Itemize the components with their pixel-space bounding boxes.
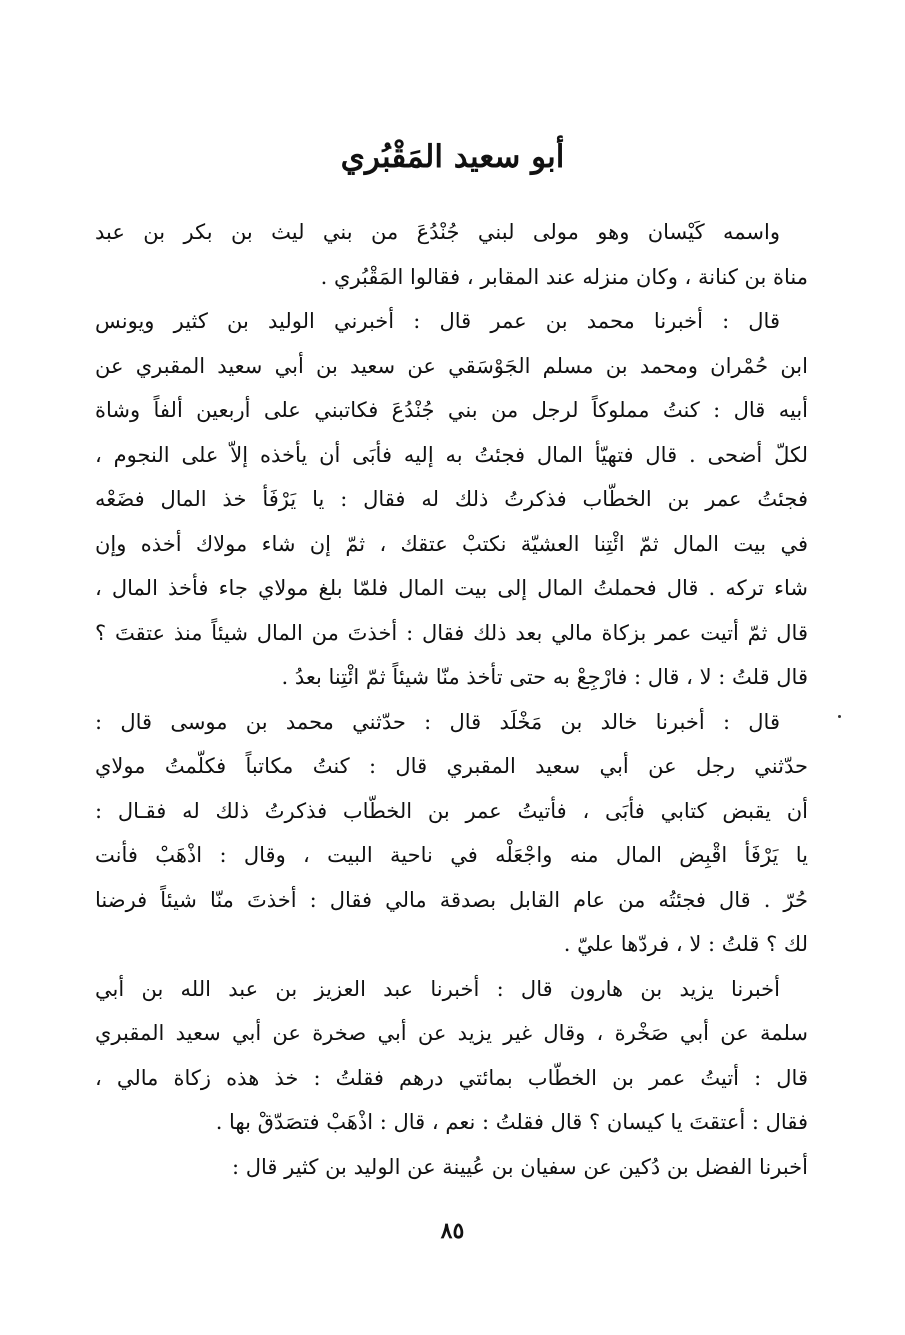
text-line: حُرّ . قال فجئتُه من عام القابل بصدقة مالي فقال : أخذتَ منّا شيئاً فرضنا xyxy=(95,887,808,912)
body-text xyxy=(95,210,808,1189)
page-number: ٨٥ xyxy=(440,1218,465,1244)
text-line: أخبرنا الفضل بن دُكين عن سفيان بن عُيينة عن الوليد بن كثير قال : xyxy=(232,1154,808,1179)
text-line: في بيت المال ثمّ ائْتِنا العشيّة نكتبْ عتقك ، ثمّ إن شاء مولاك أخذه وإن xyxy=(95,531,808,556)
text-line: سلمة عن أبي صَخْرة ، وقال غير يزيد عن أبي صخرة عن أبي سعيد المقبري xyxy=(95,1021,808,1045)
text-line: قال : أتيتُ عمر بن الخطّاب بمائتي درهم فقلتُ : خذ هذه زكاة مالي ، xyxy=(95,1065,808,1090)
text-line: ابن حُمْران ومحمد بن مسلم الجَوْسَقي عن سعيد بن أبي سعيد المقبري عن xyxy=(95,353,808,378)
text-line: لك ؟ قلتُ : لا ، فردّها عليّ . xyxy=(563,932,808,956)
text-line: يا يَرْفَأ اقْبِض المال منه واجْعَلْه في ناحية البيت ، وقال : اذْهَبْ فأنت xyxy=(95,843,808,867)
text-line: واسمه كَيْسان وهو مولى لبني جُنْدُعَ من بني ليث بن بكر بن عبد xyxy=(95,220,780,244)
text-line: حدّثني رجل عن أبي سعيد المقبري قال : كنتُ مكاتباً فكلّمتُ مولاي xyxy=(95,754,808,778)
text-line: فقال : أعتقتَ يا كيسان ؟ قال فقلتُ : نعم ، قال : اذْهَبْ فتصَدّقْ بها . xyxy=(215,1110,808,1134)
text-line: شاء تركه . قال فحملتُ المال إلى بيت المال فلمّا بلغ مولاي جاء فأخذ المال ، xyxy=(95,576,808,600)
text-line: أن يقبض كتابي فأبَى ، فأتيتُ عمر بن الخطّاب فذكرتُ ذلك له فقـال : xyxy=(95,798,808,823)
text-line: أخبرنا يزيد بن هارون قال : أخبرنا عبد العزيز بن عبد الله بن أبي xyxy=(95,976,780,1001)
text-line: قال قلتُ : لا ، قال : فارْجِعْ به حتى تأخذ منّا شيئاً ثمّ ائْتِنا بعدُ . xyxy=(281,665,808,689)
text-line: أبيه قال : كنتُ مملوكاً لرجل من بني جُنْدُعَ فكاتبني على أربعين ألفاً وشاة xyxy=(95,398,808,422)
chapter-title: أبو سعيد المَقْبُري xyxy=(340,139,565,175)
text-line: فجئتُ عمر بن الخطّاب فذكرتُ ذلك له فقال : يا يَرْفَأ خذ المال فضَعْه xyxy=(95,487,808,511)
text-line: قال ثمّ أتيت عمر بزكاة مالي بعد ذلك فقال : أخذتَ من المال شيئاً منذ عتقتَ ؟ xyxy=(95,620,808,645)
text-line: قال : أخبرنا محمد بن عمر قال : أخبرني الوليد بن كثير ويونس xyxy=(95,309,780,333)
text-line: مناة بن كنانة ، وكان منزله عند المقابر ، فقالوا المَقْبُري . xyxy=(320,264,808,289)
text-line: لكلّ أضحى . قال فتهيّأ المال فجئتُ به إليه فأبَى أن يأخذه إلاّ على النجوم ، xyxy=(95,442,808,467)
text-line: قال : أخبرنا خالد بن مَخْلَد قال : حدّثني محمد بن موسى قال : xyxy=(95,709,780,734)
margin-mark xyxy=(838,715,841,718)
